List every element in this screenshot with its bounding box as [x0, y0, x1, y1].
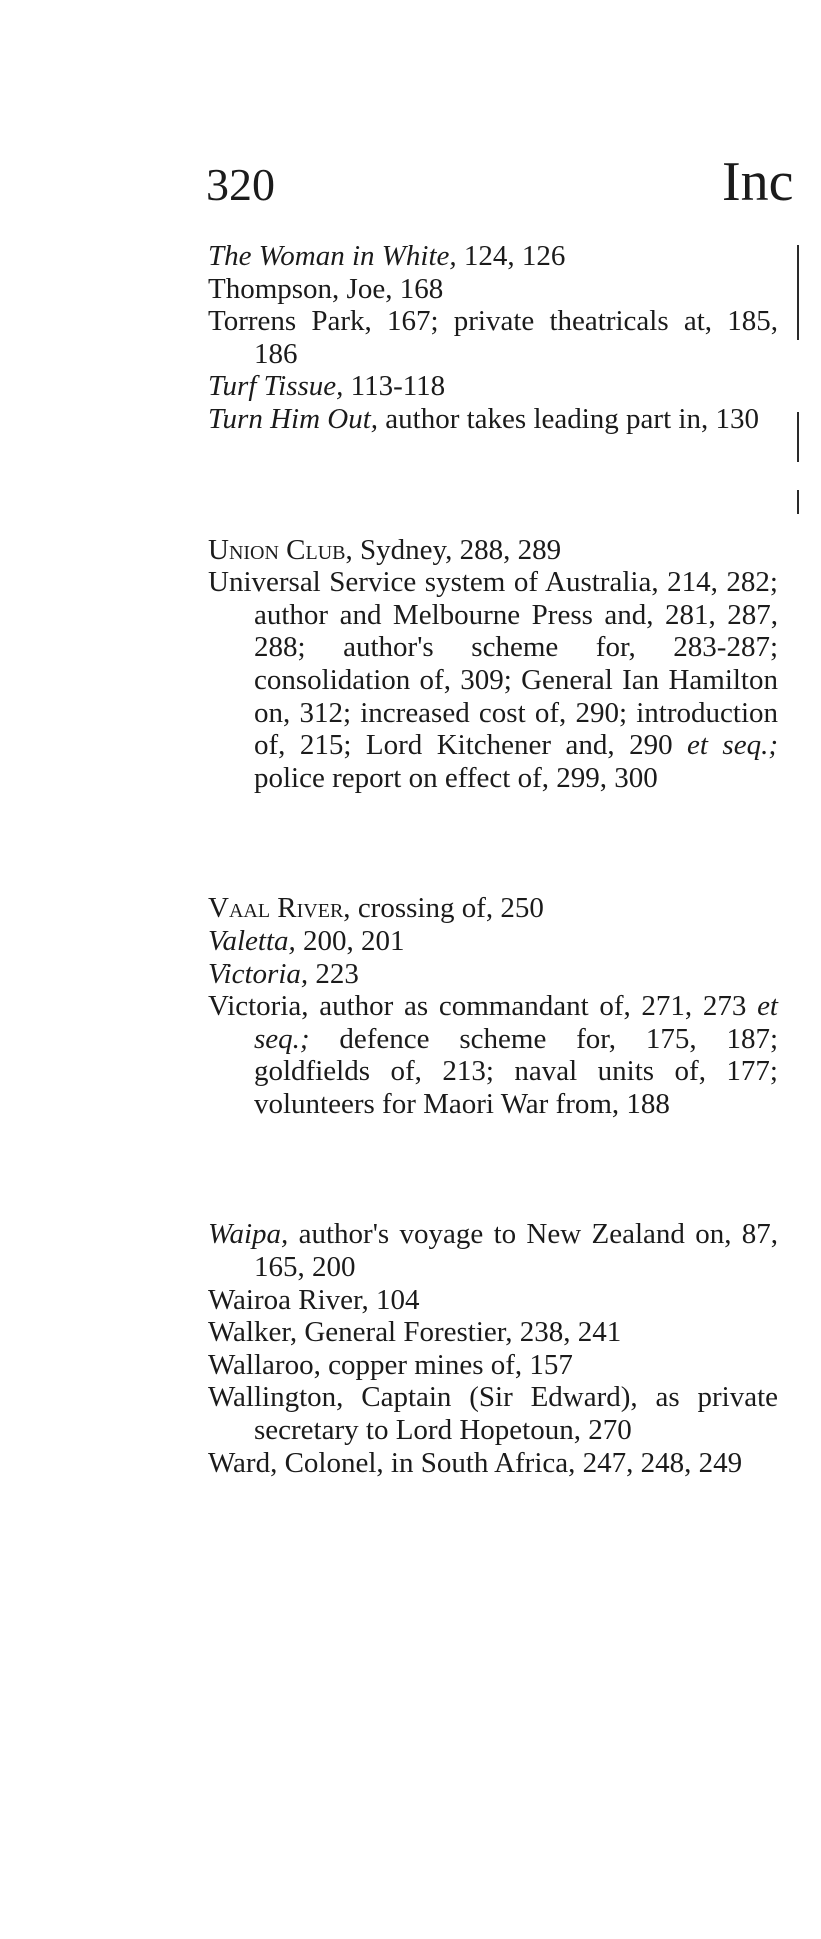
- entry-locators: 168: [392, 272, 444, 305]
- margin-rule: [797, 412, 799, 462]
- index-entry: [208, 370, 778, 403]
- margin-rule: [797, 490, 799, 514]
- entry-heading: Wallington, Captain (Sir Edward),: [208, 1381, 638, 1414]
- entry-heading: Wallaroo,: [208, 1348, 321, 1381]
- entry-locators: 200, 201: [295, 924, 405, 957]
- index-entry: [208, 1349, 778, 1382]
- entry-heading: Valetta,: [208, 924, 296, 957]
- index-entry: [208, 892, 778, 925]
- entry-locators: author as commandant of, 271, 273: [308, 990, 758, 1023]
- entry-heading: Vaal River,: [208, 892, 351, 925]
- entry-heading: Torrens Park,: [208, 305, 372, 338]
- index-section-w: [208, 1218, 778, 1479]
- entry-heading: Union Club,: [208, 533, 353, 566]
- entry-locators: 214, 282; author and Melbourne Press and, 281, 287, 288; author's scheme for, 283-287; consolidation of, 309; General Ian Hamilton on, 312; increased cost of, 290; introduction of, 215; Lord Kitchener and, 290: [254, 566, 778, 762]
- index-entry: [208, 566, 778, 794]
- entry-locators: copper mines of, 157: [320, 1348, 573, 1381]
- entry-heading: Waipa,: [208, 1218, 289, 1251]
- entry-heading: Wairoa River,: [208, 1283, 369, 1316]
- index-section-u: [208, 534, 778, 795]
- entry-locators: 113-118: [343, 370, 446, 403]
- entry-locators: author takes leading part in, 130: [378, 402, 759, 435]
- entry-heading: Thompson, Joe,: [208, 272, 393, 305]
- index-entry: [208, 990, 778, 1120]
- index-entry: [208, 403, 778, 436]
- entry-locators: 167; private theatricals at, 185, 186: [254, 305, 778, 370]
- entry-heading: Turf Tissue,: [208, 370, 344, 403]
- entry-et-seq: et seq.;: [254, 990, 778, 1055]
- entry-heading: Walker, General Forestier,: [208, 1316, 513, 1349]
- index-entry: [208, 958, 778, 991]
- entry-locators-tail: defence scheme for, 175, 187; goldfields of, 213; naval units of, 177; volunteers for Maori War from, 188: [254, 1022, 778, 1120]
- entry-heading: Turn Him Out,: [208, 402, 379, 435]
- entry-heading: Victoria,: [208, 957, 309, 990]
- entry-locators: 124, 126: [456, 240, 566, 272]
- index-list: [208, 240, 778, 1479]
- section-gap: [208, 1120, 778, 1218]
- page-number: 320: [206, 159, 275, 210]
- index-section-t: [208, 240, 778, 436]
- entry-locators: 104: [368, 1283, 420, 1316]
- entry-locators: 223: [308, 957, 359, 990]
- entry-locators: 238, 241: [512, 1316, 622, 1349]
- running-head: Inc: [722, 151, 794, 213]
- entry-et-seq: et seq.;: [687, 729, 778, 762]
- index-entry: [208, 1447, 778, 1480]
- entry-heading: Ward, Colonel,: [208, 1446, 384, 1479]
- index-entry: [208, 1316, 778, 1349]
- entry-heading: Victoria,: [208, 990, 309, 1023]
- section-gap: [208, 794, 778, 892]
- entry-locators-tail: police report on effect of, 299, 300: [254, 761, 658, 794]
- index-entry: [208, 534, 778, 567]
- index-entry: [208, 925, 778, 958]
- section-gap: [208, 436, 778, 534]
- index-entry: [208, 1284, 778, 1317]
- index-entry: [208, 1218, 778, 1283]
- index-entry: [208, 273, 778, 306]
- index-entry: [208, 305, 778, 370]
- index-entry: [208, 240, 778, 273]
- entry-heading: The Woman in White,: [208, 240, 457, 272]
- entry-locators: crossing of, 250: [350, 892, 544, 925]
- margin-rule: [797, 245, 799, 340]
- entry-heading: Universal Service system of Australia,: [208, 566, 659, 599]
- entry-locators: in South Africa, 247, 248, 249: [383, 1446, 743, 1479]
- entry-locators: author's voyage to New Zealand on, 87, 165, 200: [254, 1218, 778, 1284]
- entry-locators: as private secretary to Lord Hopetoun, 270: [254, 1381, 778, 1447]
- index-entry: [208, 1381, 778, 1446]
- index-section-v: [208, 892, 778, 1120]
- entry-locators: Sydney, 288, 289: [352, 533, 562, 566]
